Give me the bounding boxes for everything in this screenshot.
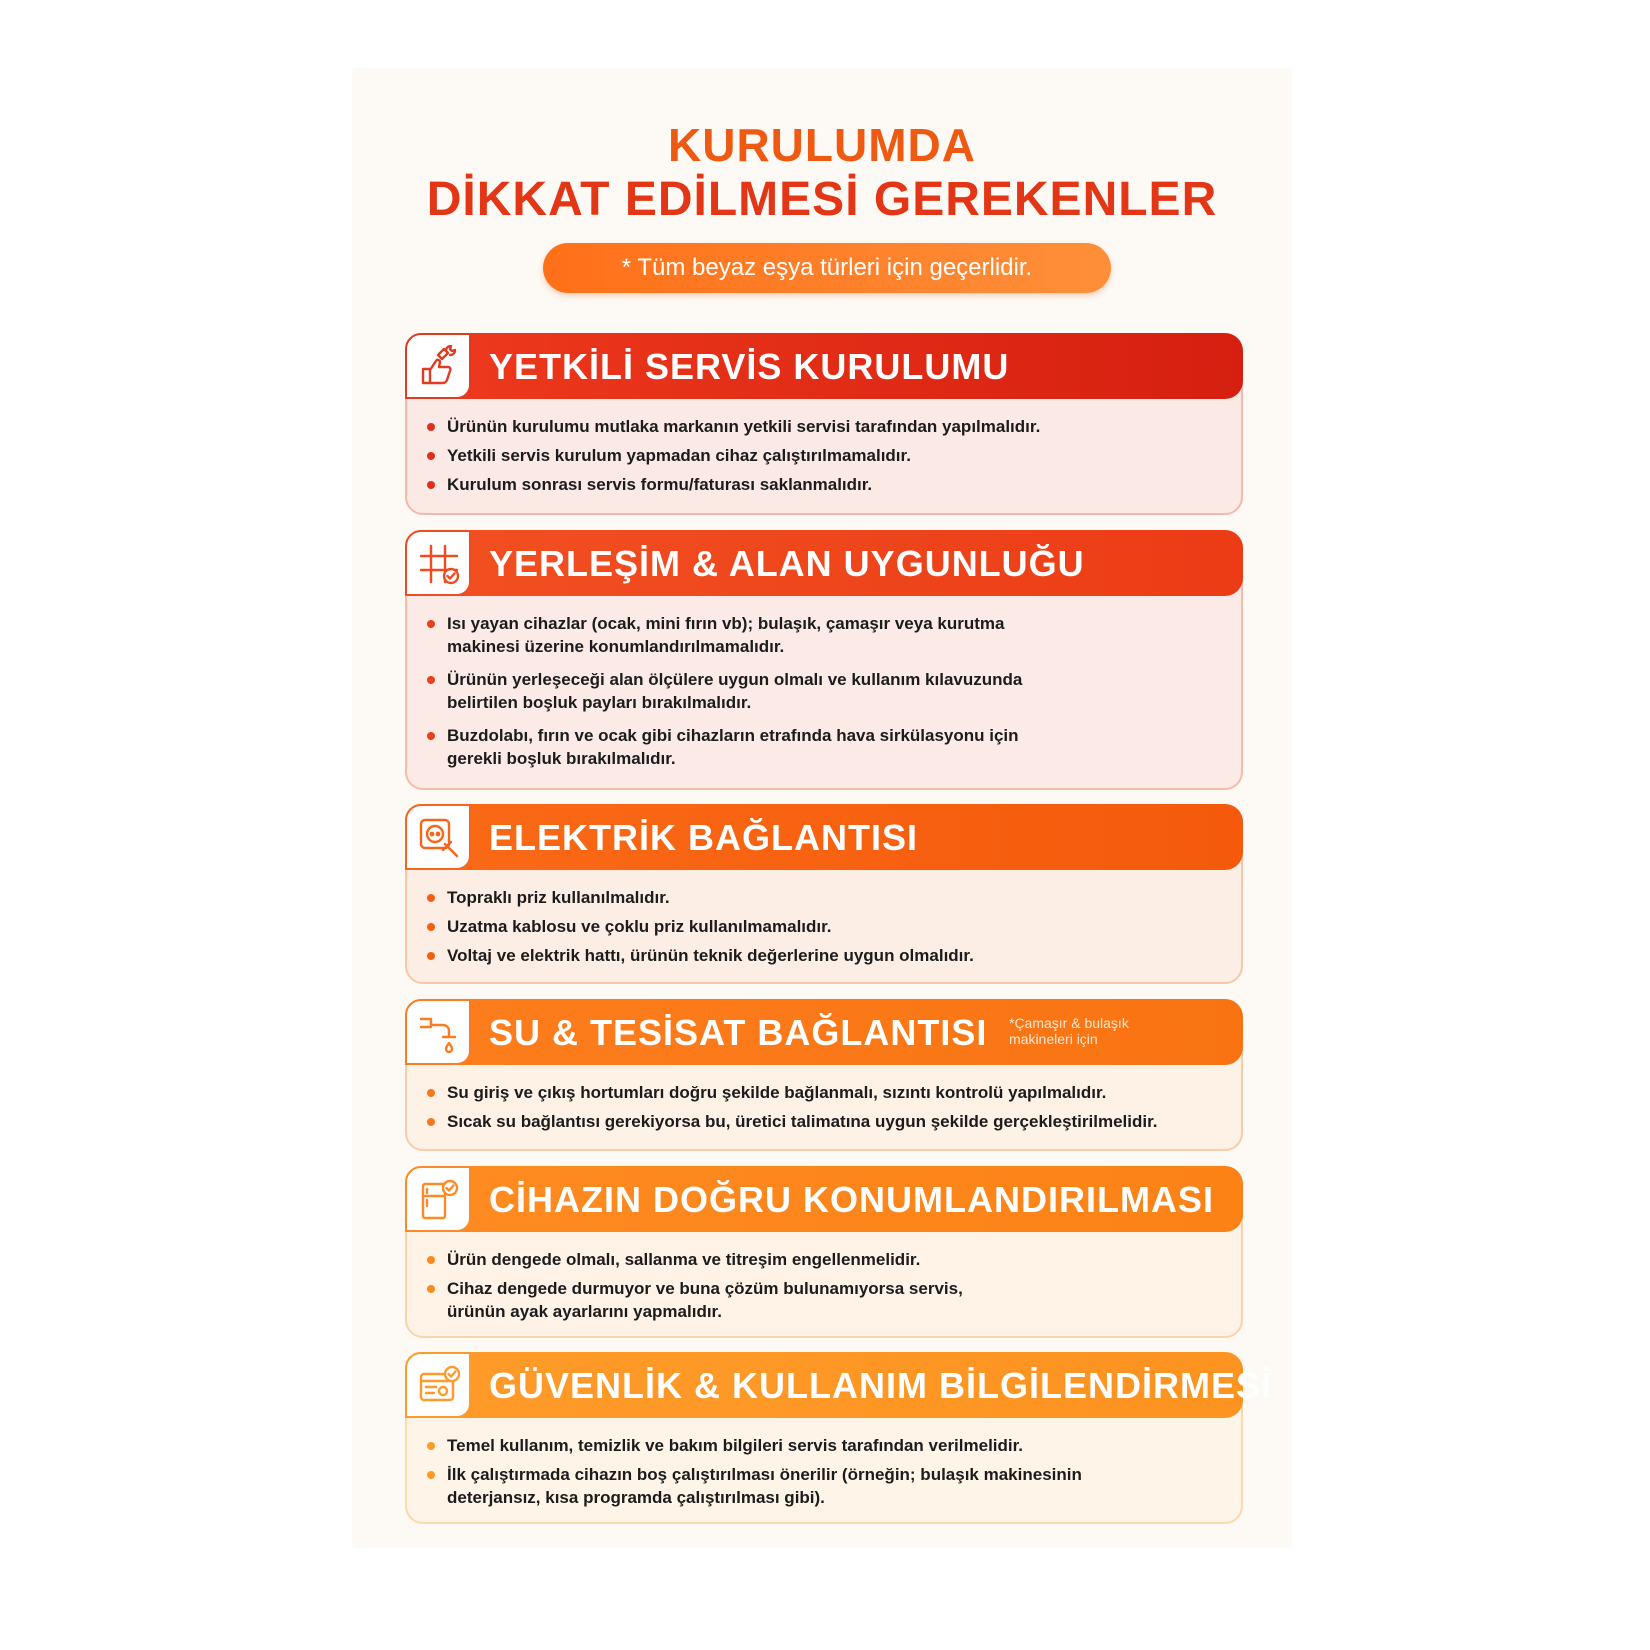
bullet-dot: [427, 1442, 435, 1450]
bullet-dot: [427, 423, 435, 431]
section-electric-connection: [405, 804, 1243, 984]
list-item: Uzatma kablosu ve çoklu priz kullanılmamalıdır.: [425, 915, 1221, 938]
fridge-check-icon: [405, 1166, 471, 1232]
bullet-dot: [427, 1256, 435, 1264]
list-item: Topraklı priz kullanılmalıdır.: [425, 886, 1221, 909]
section-note: *Çamaşır & bulaşık makineleri için: [1009, 1015, 1129, 1047]
bullet-dot: [427, 620, 435, 628]
section-placement-area: [405, 530, 1243, 790]
bullet-dot: [427, 1471, 435, 1479]
info-card-check-icon: [405, 1352, 471, 1418]
list-item: Buzdolabı, fırın ve ocak gibi cihazların etrafında hava sirkülasyonu için gerekli boşluk bırakılmalıdır.: [425, 724, 1065, 770]
section-title: YERLEŞİM & ALAN UYGUNLUĞU: [489, 543, 1085, 584]
list-item: Ürünün yerleşeceği alan ölçülere uygun olmalı ve kullanım kılavuzunda belirtilen boşluk payları bırakılmalıdır.: [425, 668, 1065, 714]
list-item: Sıcak su bağlantısı gerekiyorsa bu, üretici talimatına uygun şekilde gerçekleştirilmelidir.: [425, 1110, 1221, 1133]
bullet-dot: [427, 1089, 435, 1097]
section-header: [405, 1166, 1243, 1232]
bullet-dot: [427, 1118, 435, 1126]
bullet-list: [425, 1434, 1145, 1515]
list-item: Ürünün kurulumu mutlaka markanın yetkili servisi tarafından yapılmalıdır.: [425, 415, 1221, 438]
subtitle-pill: * Tüm beyaz eşya türleri için geçerlidir.: [543, 243, 1111, 293]
list-item: Temel kullanım, temizlik ve bakım bilgileri servis tarafından verilmelidir.: [425, 1434, 1145, 1457]
list-item: İlk çalıştırmada cihazın boş çalıştırılması önerilir (örneğin; bulaşık makinesinin deterjansız, kısa programda çalıştırılması gibi).: [425, 1463, 1145, 1509]
section-title: ELEKTRİK BAĞLANTISI: [489, 817, 918, 858]
bullet-list: [425, 886, 1221, 973]
section-authorized-service: [405, 333, 1243, 515]
section-water-plumbing: [405, 999, 1243, 1151]
list-item: Isı yayan cihazlar (ocak, mini fırın vb); bulaşık, çamaşır veya kurutma makinesi üzerine konumlandırılmamalıdır.: [425, 612, 1065, 658]
section-title: YETKİLİ SERVİS KURULUMU: [489, 346, 1010, 387]
bullet-dot: [427, 481, 435, 489]
bullet-list: [425, 1248, 1005, 1329]
power-outlet-plug-icon: [405, 804, 471, 870]
list-item: Su giriş ve çıkış hortumları doğru şekilde bağlanmalı, sızıntı kontrolü yapılmalıdır.: [425, 1081, 1221, 1104]
section-header: [405, 530, 1243, 596]
thumbs-up-wrench-icon: [405, 333, 471, 399]
bullet-dot: [427, 894, 435, 902]
section-header: [405, 999, 1243, 1065]
list-item: Ürün dengede olmalı, sallanma ve titreşim engellenmelidir.: [425, 1248, 1005, 1271]
bullet-dot: [427, 732, 435, 740]
bullet-dot: [427, 923, 435, 931]
bullet-dot: [427, 452, 435, 460]
list-item: Kurulum sonrası servis formu/faturası saklanmalıdır.: [425, 473, 1221, 496]
section-title: SU & TESİSAT BAĞLANTISI: [489, 1012, 988, 1053]
list-item: Yetkili servis kurulum yapmadan cihaz çalıştırılmamalıdır.: [425, 444, 1221, 467]
section-header: [405, 333, 1243, 399]
list-item: Cihaz dengede durmuyor ve buna çözüm bulunamıyorsa servis, ürünün ayak ayarlarını yapmalıdır.: [425, 1277, 1005, 1323]
grid-check-icon: [405, 530, 471, 596]
bullet-list: [425, 612, 1065, 780]
bullet-list: [425, 415, 1221, 502]
section-safety-usage: [405, 1352, 1272, 1524]
list-item: Voltaj ve elektrik hattı, ürünün teknik değerlerine uygun olmalıdır.: [425, 944, 1221, 967]
bullet-dot: [427, 676, 435, 684]
section-device-positioning: [405, 1166, 1243, 1338]
section-title: GÜVENLİK & KULLANIM BİLGİLENDİRMESİ: [489, 1365, 1272, 1406]
water-pipe-icon: [405, 999, 471, 1065]
section-header: [405, 1352, 1272, 1418]
bullet-dot: [427, 1285, 435, 1293]
section-title: CİHAZIN DOĞRU KONUMLANDIRILMASI: [489, 1179, 1214, 1220]
bullet-list: [425, 1081, 1221, 1139]
bullet-dot: [427, 952, 435, 960]
section-header: [405, 804, 1243, 870]
title-line-1: KURULUMDA: [668, 119, 976, 171]
title-line-2: DİKKAT EDİLMESİ GEREKENLER: [426, 173, 1218, 226]
